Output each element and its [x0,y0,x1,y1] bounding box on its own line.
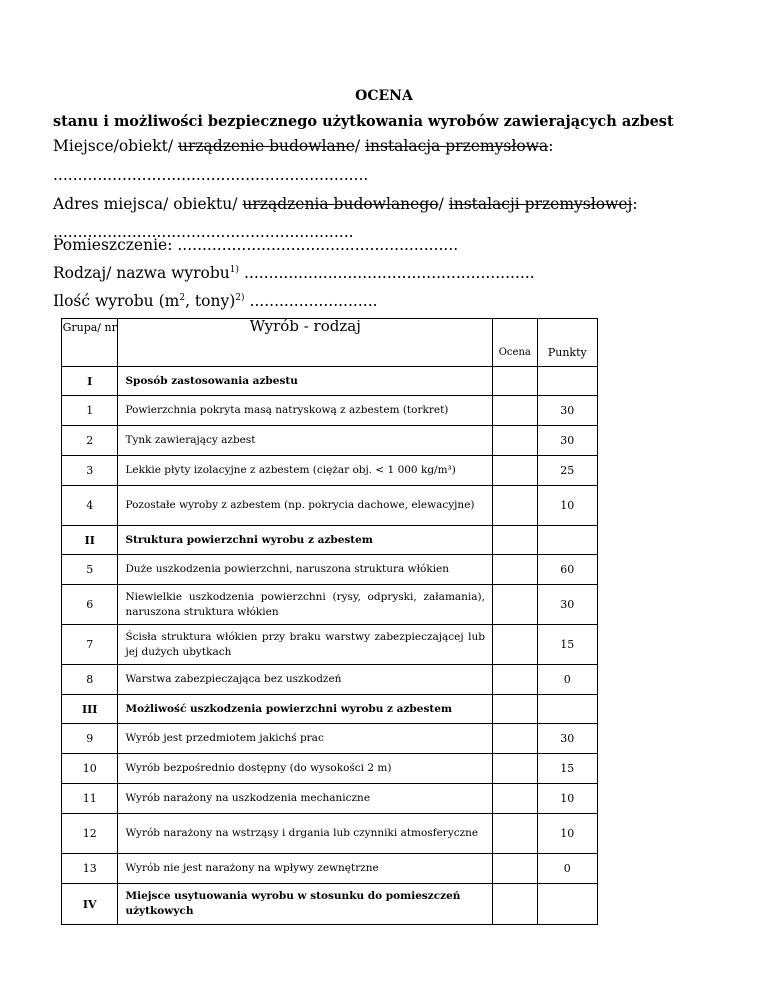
points-cell [537,526,597,555]
row-description: Wyrób jest przedmiotem jakichś prac [118,724,493,754]
table-row [62,854,598,884]
row-number: 1 [62,396,118,426]
ocena-cell[interactable] [492,426,537,456]
row-description: Niewielkie uszkodzenia powierzchni (rysy, odpryski, załamania), naruszona struktura włókien [118,585,493,625]
ocena-cell[interactable] [492,814,537,854]
row-number: I [62,367,118,396]
header-product-type: Wyrób - rodzaj [118,319,493,367]
header-punkty: Punkty [537,319,597,367]
row-number: 9 [62,724,118,754]
row-description: Wyrób bezpośrednio dostępny (do wysokości 2 m) [118,754,493,784]
row-description: Wyrób narażony na wstrząsy i drgania lub czynniki atmosferyczne [118,814,493,854]
row-number: 11 [62,784,118,814]
table-row [62,724,598,754]
row-number: 12 [62,814,118,854]
points-cell: 0 [537,665,597,695]
table-group-row [62,884,598,925]
field-location: Miejsce/obiekt/ urządzenie budowlane/ instalacja przemysłowa: [53,137,554,155]
field-address: Adres miejsca/ obiektu/ urządzenia budowlanego/ instalacji przemysłowej: [53,195,638,213]
points-cell [537,367,597,396]
header-ocena: Ocena [492,319,537,367]
row-description: Powierzchnia pokryta masą natryskową z azbestem (torkret) [118,396,493,426]
ocena-cell[interactable] [492,396,537,426]
table-group-row [62,695,598,724]
ocena-cell[interactable] [492,784,537,814]
ocena-cell[interactable] [492,854,537,884]
table-row [62,784,598,814]
row-description: Duże uszkodzenia powierzchni, naruszona struktura włókien [118,555,493,585]
points-cell: 30 [537,724,597,754]
table-row [62,814,598,854]
ocena-cell[interactable] [492,884,537,925]
ocena-cell[interactable] [492,724,537,754]
points-cell: 25 [537,456,597,486]
table-row [62,456,598,486]
table-row [62,486,598,526]
points-cell: 10 [537,486,597,526]
points-cell: 15 [537,625,597,665]
ocena-cell[interactable] [492,695,537,724]
points-cell: 30 [537,426,597,456]
row-number: 7 [62,625,118,665]
row-number: 3 [62,456,118,486]
group-title: Możliwość uszkodzenia powierzchni wyrobu z azbestem [118,695,493,724]
table-row [62,665,598,695]
header-group-nr: Grupa/ nr [62,319,118,367]
points-cell: 0 [537,854,597,884]
row-number: 4 [62,486,118,526]
ocena-cell[interactable] [492,754,537,784]
ocena-cell[interactable] [492,526,537,555]
field-product-quantity[interactable]: Ilość wyrobu ($m^2$, tony)$^{2)}$ .......................... [53,292,378,310]
ocena-cell[interactable] [492,625,537,665]
row-description: Tynk zawierający azbest [118,426,493,456]
field-location-dots[interactable]: ................................................................ [53,166,369,184]
row-description: Wyrób narażony na uszkodzenia mechaniczne [118,784,493,814]
row-number: IV [62,884,118,925]
ocena-cell[interactable] [492,665,537,695]
document-subtitle: stanu i możliwości bezpiecznego użytkowania wyrobów zawierających azbest [53,113,674,130]
group-title: Struktura powierzchni wyrobu z azbestem [118,526,493,555]
row-number: III [62,695,118,724]
group-title: Miejsce usytuowania wyrobu w stosunku do pomieszczeń użytkowych [118,884,493,925]
field-room[interactable]: Pomieszczenie: ......................................................... [53,236,459,254]
row-description: Wyrób nie jest narażony na wpływy zewnętrzne [118,854,493,884]
points-cell: 10 [537,814,597,854]
table-header-row [62,319,598,367]
points-cell: 60 [537,555,597,585]
row-number: 13 [62,854,118,884]
field-product-name[interactable]: Rodzaj/ nazwa wyrobu$^{1)}$ ........................................................... [53,264,535,282]
table-row [62,396,598,426]
row-number: 5 [62,555,118,585]
row-description: Pozostałe wyroby z azbestem (np. pokrycia dachowe, elewacyjne) [118,486,493,526]
assessment-table [61,318,598,925]
ocena-cell[interactable] [492,555,537,585]
points-cell: 30 [537,396,597,426]
ocena-cell[interactable] [492,456,537,486]
ocena-cell[interactable] [492,585,537,625]
table-group-row [62,367,598,396]
ocena-cell[interactable] [492,367,537,396]
points-cell: 10 [537,784,597,814]
row-description: Warstwa zabezpieczająca bez uszkodzeń [118,665,493,695]
row-number: 10 [62,754,118,784]
row-number: 2 [62,426,118,456]
points-cell [537,884,597,925]
table-row [62,585,598,625]
row-number: 6 [62,585,118,625]
document-title: OCENA [355,88,413,104]
row-description: Lekkie płyty izolacyjne z azbestem (ciężar obj. < 1 000 kg/m³) [118,456,493,486]
points-cell: 15 [537,754,597,784]
group-title: Sposób zastosowania azbestu [118,367,493,396]
row-number: 8 [62,665,118,695]
ocena-cell[interactable] [492,486,537,526]
row-number: II [62,526,118,555]
points-cell: 30 [537,585,597,625]
field-address-dots[interactable]: ............................................................. [53,223,354,241]
table-group-row [62,526,598,555]
table-row [62,555,598,585]
table-row [62,426,598,456]
points-cell [537,695,597,724]
table-row [62,754,598,784]
row-description: Ścisła struktura włókien przy braku warstwy zabezpieczającej lub jej dużych ubytkach [118,625,493,665]
table-row [62,625,598,665]
